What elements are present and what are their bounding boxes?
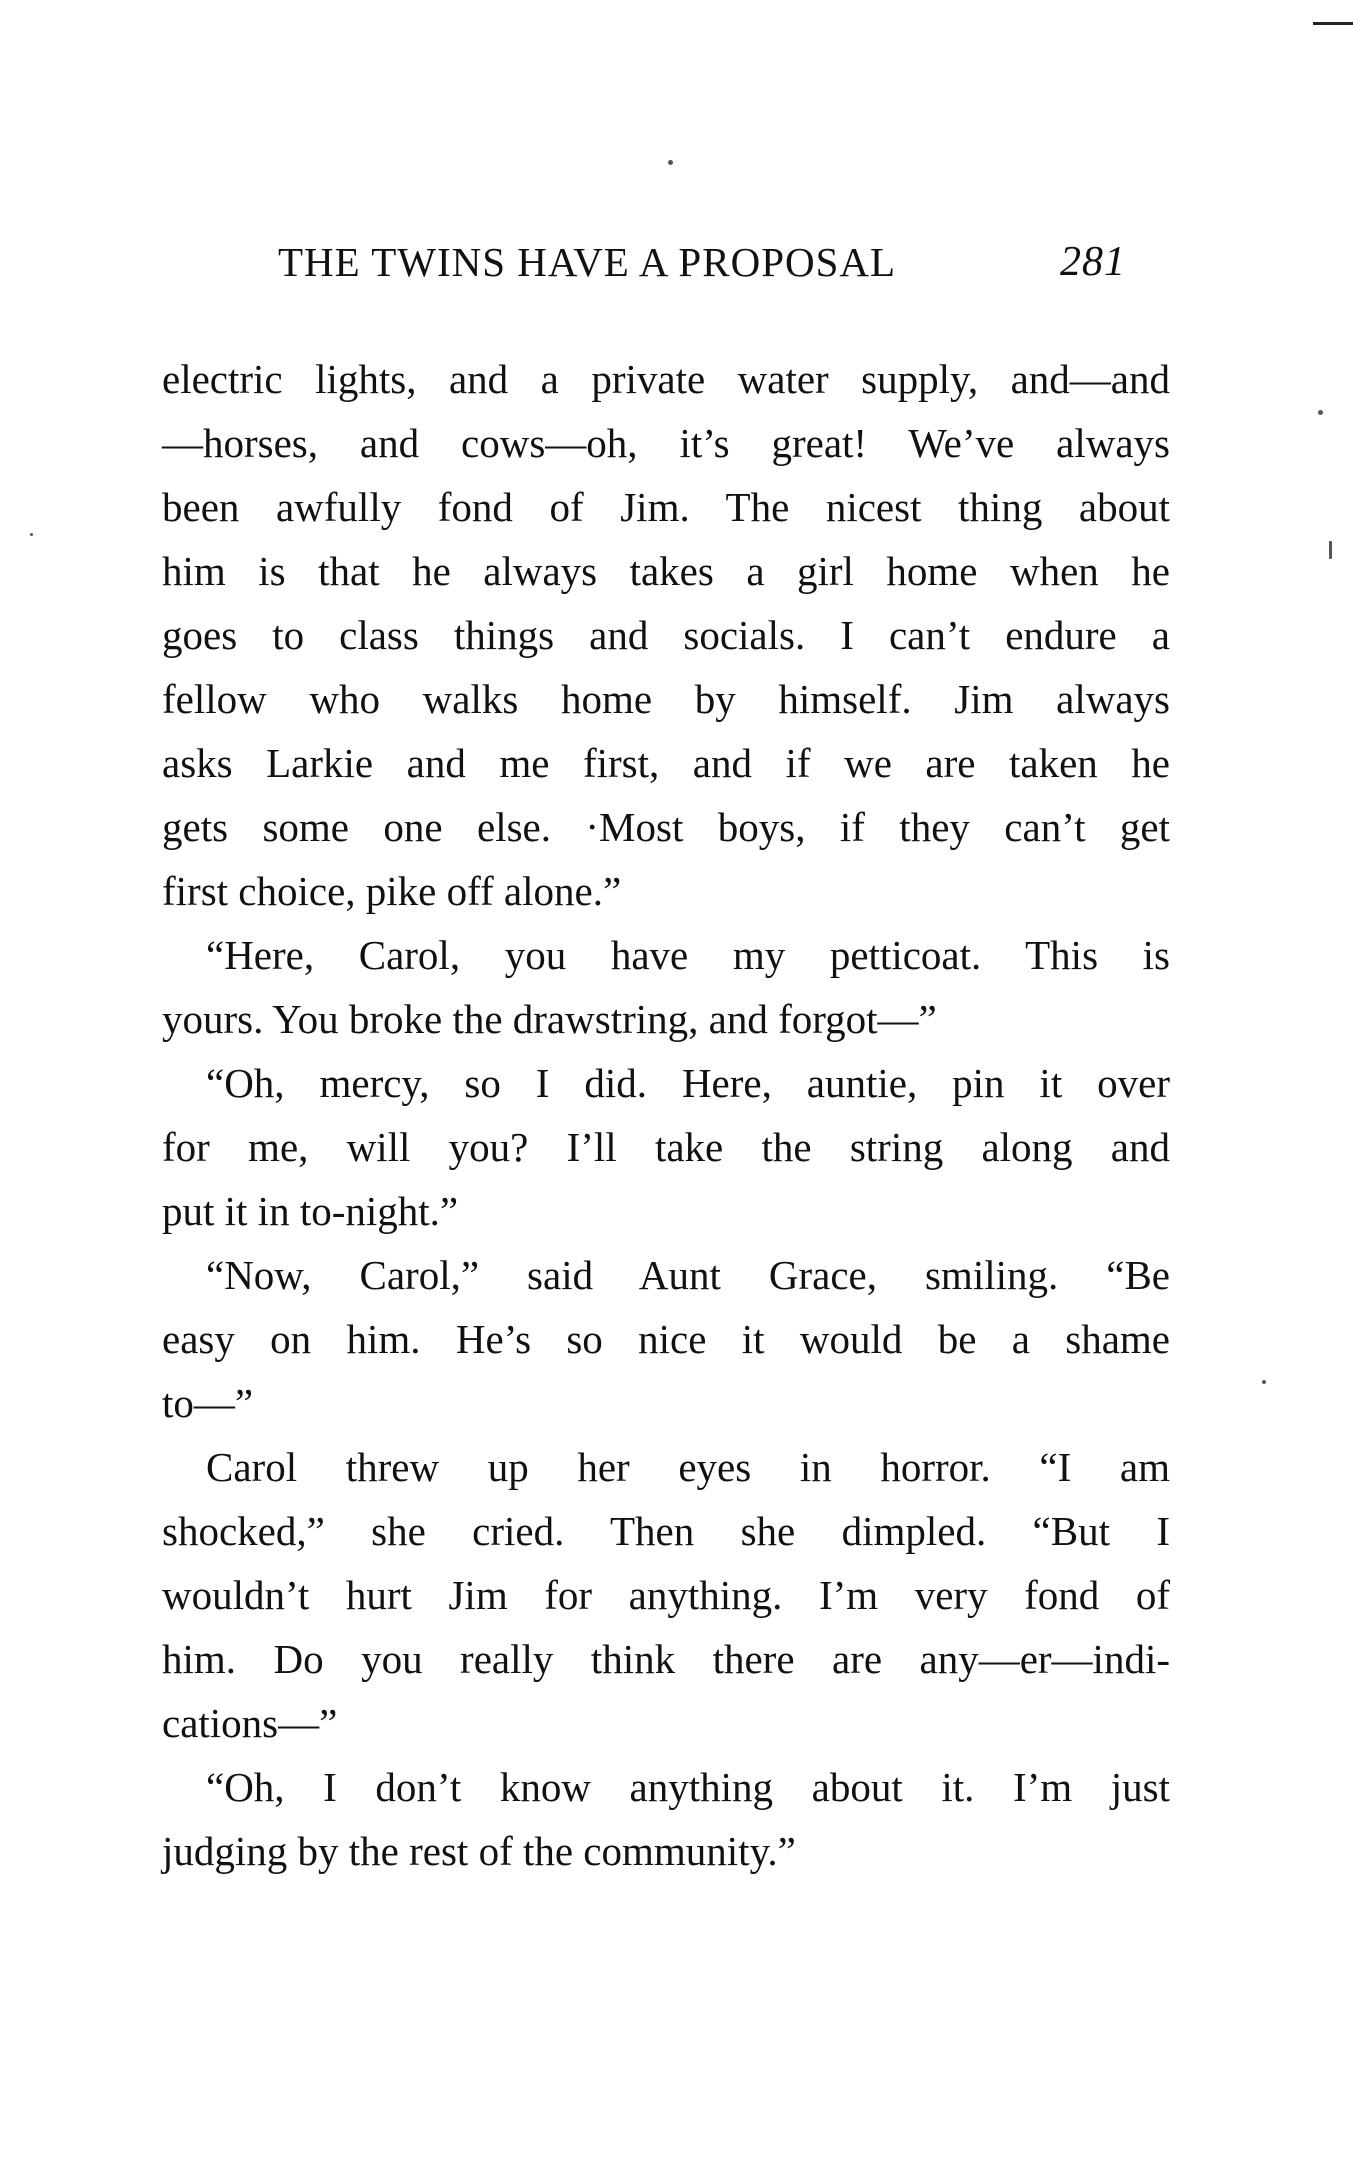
text-line: Carol threw up her eyes in horror. “I am bbox=[206, 1444, 1170, 1490]
text-line: shocked,” she cried. Then she dimpled. “But I bbox=[162, 1508, 1170, 1554]
text-line: “Oh, I don’t know anything about it. I’m just bbox=[206, 1764, 1170, 1810]
text-line: yours. You broke the drawstring, and forgot—” bbox=[162, 996, 937, 1042]
print-speck bbox=[1262, 1380, 1266, 1384]
print-speck bbox=[1318, 410, 1323, 415]
text-line: been awfully fond of Jim. The nicest thing about bbox=[162, 484, 1170, 530]
text-line: cations—” bbox=[162, 1700, 338, 1746]
text-line: first choice, pike off alone.” bbox=[162, 868, 622, 914]
paragraph bbox=[162, 1243, 1170, 1435]
text-line: for me, will you? I’ll take the string along and bbox=[162, 1124, 1170, 1170]
text-line: judging by the rest of the community.” bbox=[162, 1828, 796, 1874]
text-line: “Now, Carol,” said Aunt Grace, smiling. “Be bbox=[206, 1252, 1170, 1298]
page-edge-mark bbox=[1313, 22, 1353, 25]
text-line: wouldn’t hurt Jim for anything. I’m very fond of bbox=[162, 1572, 1170, 1618]
text-line: put it in to-night.” bbox=[162, 1188, 459, 1234]
text-line: easy on him. He’s so nice it would be a shame bbox=[162, 1316, 1170, 1362]
text-line: electric lights, and a private water supply, and—and bbox=[162, 356, 1170, 402]
paragraph bbox=[162, 1755, 1170, 1883]
text-line: “Oh, mercy, so I did. Here, auntie, pin it over bbox=[206, 1060, 1170, 1106]
paragraph bbox=[162, 923, 1170, 1051]
paragraph bbox=[162, 347, 1170, 923]
text-line: gets some one else. ·Most boys, if they can’t get bbox=[162, 804, 1170, 850]
print-speck bbox=[1329, 541, 1332, 559]
text-line: “Here, Carol, you have my petticoat. This is bbox=[206, 932, 1170, 978]
text-line: fellow who walks home by himself. Jim always bbox=[162, 676, 1170, 722]
text-line: him is that he always takes a girl home when he bbox=[162, 548, 1170, 594]
print-speck bbox=[30, 533, 33, 536]
running-head-title: THE TWINS HAVE A PROPOSAL bbox=[278, 239, 897, 285]
text-line: him. Do you really think there are any—er—indi- bbox=[162, 1636, 1170, 1682]
body-text bbox=[162, 347, 1170, 1883]
text-line: goes to class things and socials. I can’t endure a bbox=[162, 612, 1170, 658]
paragraph bbox=[162, 1051, 1170, 1243]
running-head bbox=[278, 232, 1178, 292]
paragraph bbox=[162, 1435, 1170, 1755]
text-line: asks Larkie and me first, and if we are taken he bbox=[162, 740, 1170, 786]
text-line: to—” bbox=[162, 1380, 254, 1426]
page-number: 281 bbox=[1060, 239, 1126, 285]
print-speck bbox=[668, 160, 673, 165]
text-line: —horses, and cows—oh, it’s great! We’ve always bbox=[162, 420, 1170, 466]
